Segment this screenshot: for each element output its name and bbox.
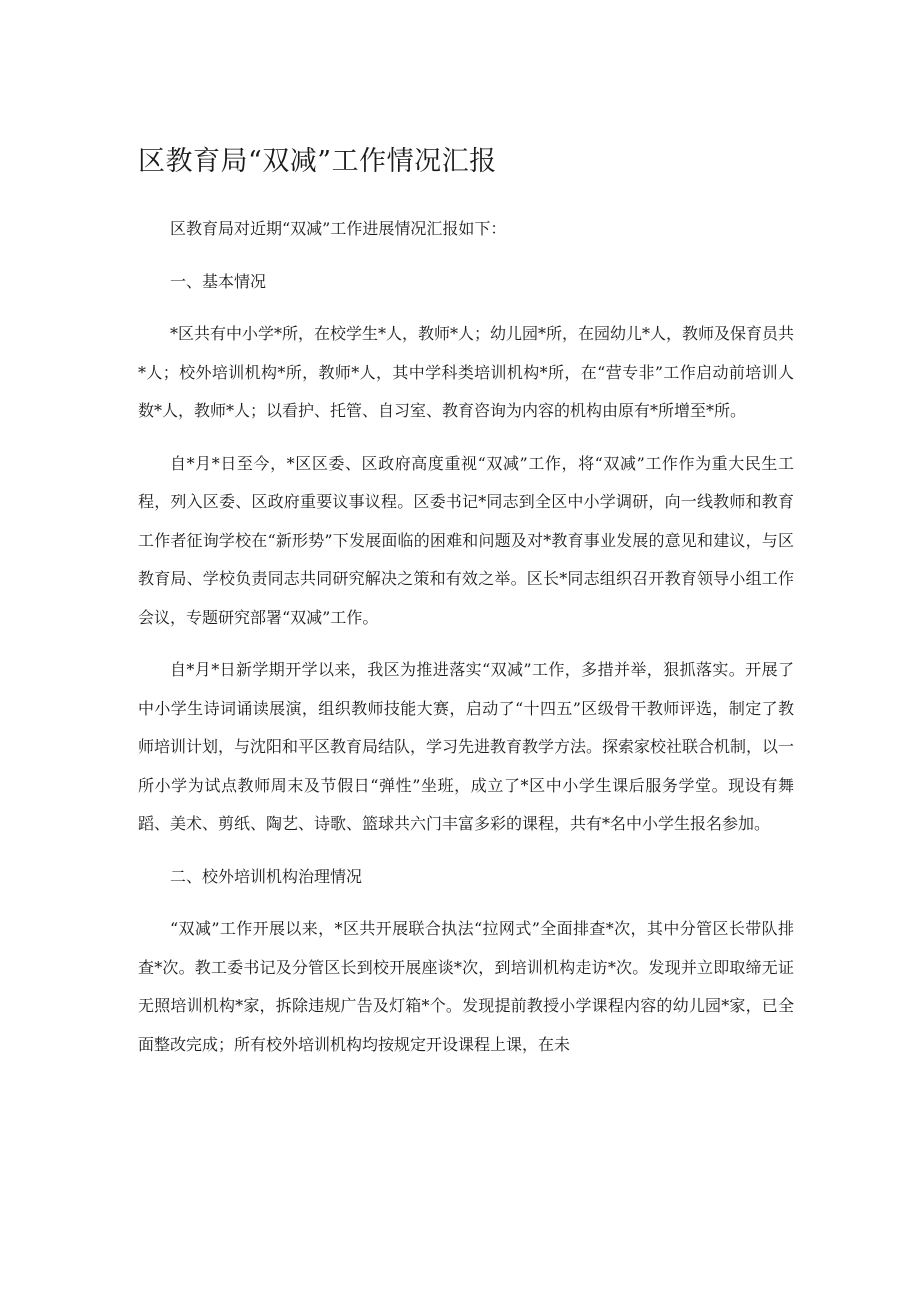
section-heading-training-institutions: 二、校外培训机构治理情况 <box>170 866 363 886</box>
intro-paragraph: 区教育局对近期“双减”工作进展情况汇报如下： <box>170 219 507 238</box>
paragraph-basic-statistics: *区共有中小学*所，在校学生*人，教师*人；幼儿园*所，在园幼儿*人，教师及保育员共*人；校外培训机构*所，教师*人，其中学科类培训机构*所，在“营专非”工作启动前培训人数*人，教师*人；以看护、托管、自习室、教育咨询为内容的机构由原有*所增至*所。 <box>138 324 795 420</box>
document-body <box>138 210 794 1064</box>
document-title: 区教育局“双减”工作情况汇报 <box>138 146 497 177</box>
section-heading-basic-situation: 一、基本情况 <box>170 271 267 291</box>
paragraph-semester-measures: 自*月*日新学期开学以来，我区为推进落实“双减”工作，多措并举，狠抓落实。开展了中小学生诗词诵读展演，组织教师技能大赛，启动了“十四五”区级骨干教师评选，制定了教师培训计划，与沈阳和平区教育局结队，学习先进教育教学方法。探索家校社联合机制，以一所小学为试点教师周末及节假日“弹性”坐班，成立了*区中小学生课后服务学堂。现设有舞蹈、美术、剪纸、陶艺、诗歌、篮球共六门丰富多彩的课程，共有*名中小学生报名参加。 <box>138 660 795 833</box>
paragraph-government-attention: 自*月*日至今，*区区委、区政府高度重视“双减”工作，将“双减”工作作为重大民生工程，列入区委、区政府重要议事议程。区委书记*同志到全区中小学调研，向一线教师和教育工作者征询学校在“新形势”下发展面临的困难和问题及对*教育事业发展的意见和建议，与区教育局、学校负责同志共同研究解决之策和有效之举。区长*同志组织召开教育领导小组工作会议，专题研究部署“双减”工作。 <box>138 453 794 627</box>
paragraph-institution-inspection: “双减”工作开展以来，*区共开展联合执法“拉网式”全面排查*次，其中分管区长带队排查*次。教工委书记及分管区长到校开展座谈*次，到培训机构走访*次。发现并立即取缔无证无照培训机构*家，拆除违规广告及灯箱*个。发现提前教授小学课程内容的幼儿园*家，已全面整改完成；所有校外培训机构均按规定开设课程上课，在未 <box>138 919 794 1054</box>
